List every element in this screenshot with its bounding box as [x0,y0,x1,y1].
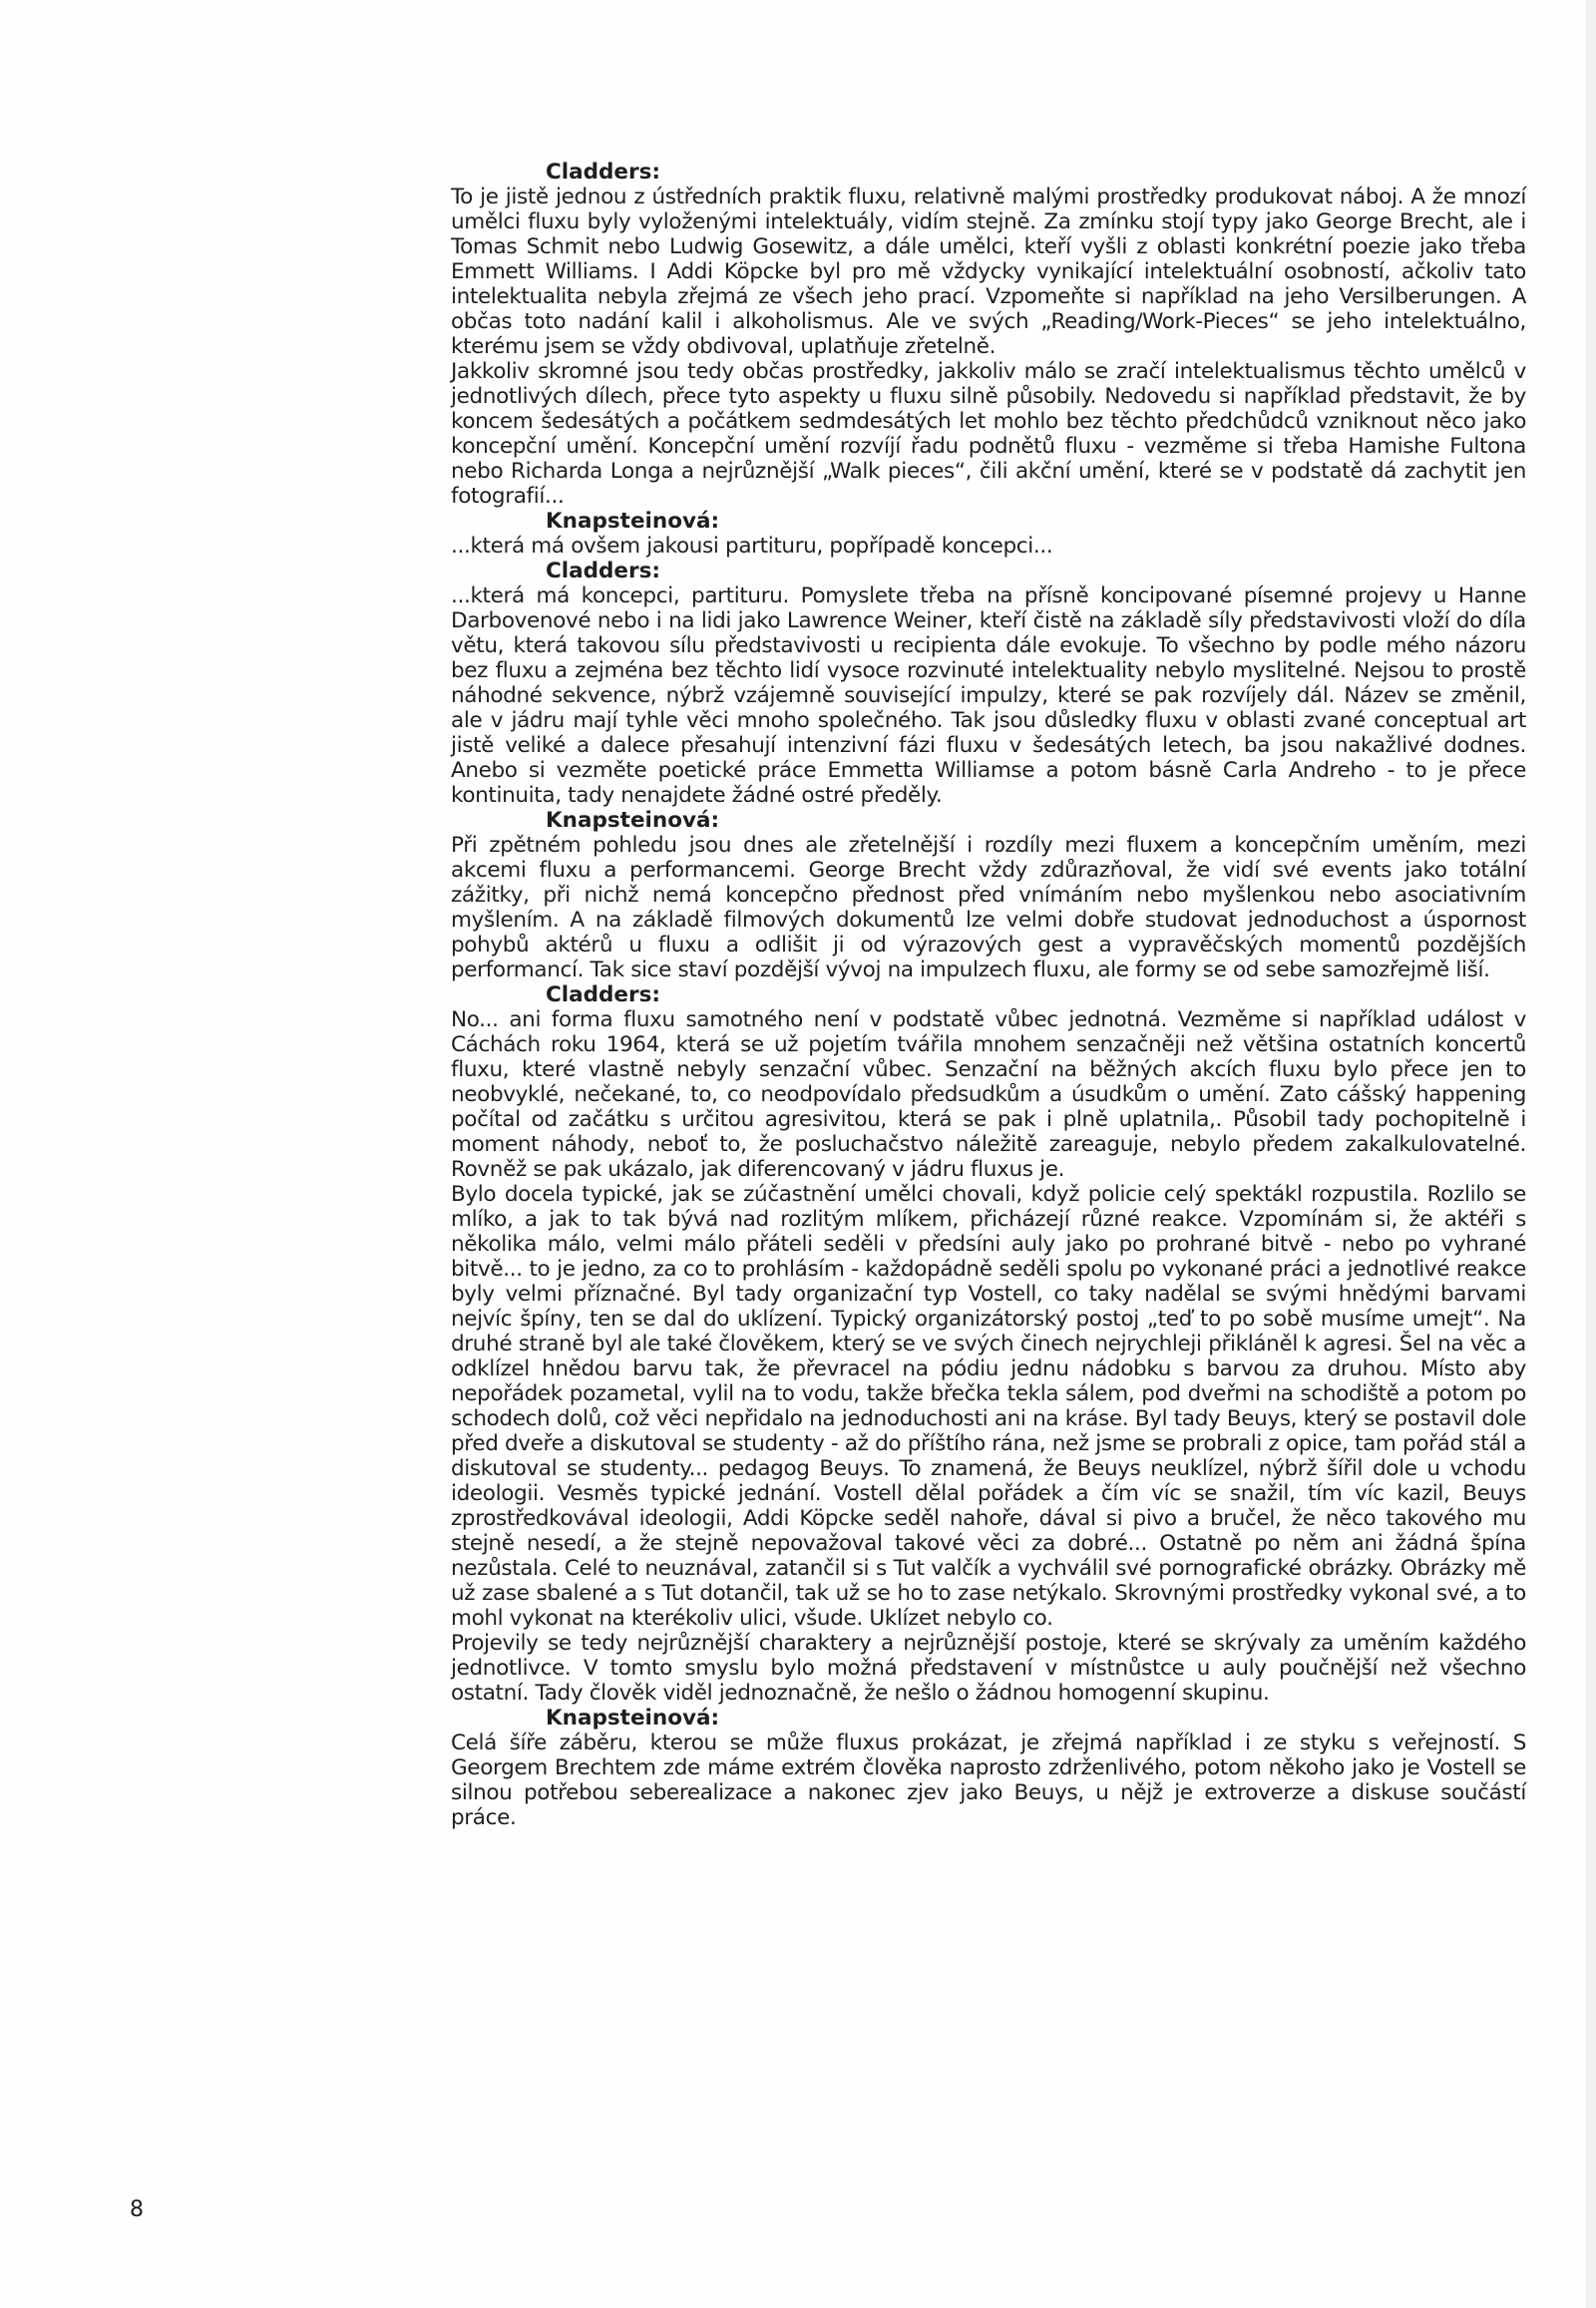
paragraph: ...která má koncepci, partituru. Pomyslete třeba na přísně koncipované písemné projevy u Hanne Darbovenové nebo i na lidi jako Lawrence Weiner, kteří čistě na základě síly představivosti vloží do díla větu, která takovou sílu představivosti u recipienta dále evokuje. To všechno by podle mého názoru bez fluxu a zejména bez těchto lidí vysoce rozvinuté intelektuality nebylo myslitelné. Nejsou to prostě náhodné sekvence, nýbrž vzájemně související impulzy, které se pak rozvíjely dál. Název se změnil, ale v jádru mají tyhle věci mnoho společného. Tak jsou důsledky fluxu v oblasti zvané conceptual art jistě veliké a dalece přesahují intenzivní fázi fluxu v šedesátých letech, ba jsou nakažlivé dodnes. Anebo si vezměte poetické práce Emmetta Williamse a potom básně Carla Andreho - to je přece kontinuita, tady nenajdete žádné ostré předěly. [451,583,1526,808]
interview-text [451,160,1526,1830]
dialogue-turn-knapsteinova-2 [451,808,1526,982]
paragraph: Při zpětném pohledu jsou dnes ale zřetelnější i rozdíly mezi fluxem a koncepčním uměním, mezi akcemi fluxu a performancemi. George Brecht vždy zdůrazňoval, že vidí své events jako totální zážitky, při nichž nemá koncepčno přednost před vnímáním nebo myšlenkou nebo asociativním myšlením. A na základě filmových dokumentů lze velmi dobře studovat jednoduchost a úspornost pohybů aktérů u fluxu a odlišit ji od výrazových gest a vypravěčských momentů pozdějších performancí. Tak sice staví pozdější vývoj na impulzech fluxu, ale formy se od sebe samozřejmě liší. [451,833,1526,982]
dialogue-turn-cladders-3 [451,982,1526,1706]
paragraph: Bylo docela typické, jak se zúčastnění umělci chovali, když policie celý spektákl rozpustila. Rozlilo se mlíko, a jak to tak bývá nad rozlitým mlíkem, přicházejí různé reakce. Vzpomínám si, že aktéři s několika málo, velmi málo přáteli seděli v předsíni auly jako po prohrané bitvě - nebo po vyhrané bitvě... to je jedno, za co to prohlásím - každopádně seděli spolu po vykonané práci a jednotlivé reakce byly velmi příznačné. Byl tady organizační typ Vostell, co taky nadělal se svými hnědými barvami nejvíc špíny, ten se dal do uklízení. Typický organizátorský postoj „teď to po sobě musíme umejt“. Na druhé straně byl ale také člověkem, který se ve svých činech nejrychleji přikláněl k agresi. Šel na věc a odklízel hnědou barvu tak, že převracel na pódiu jednu nádobku s barvou za druhou. Místo aby nepořádek pozametal, vylil na to vodu, takže břečka tekla sálem, pod dveřmi na schodiště a potom po schodech dolů, což věci nepřidalo na jednoduchosti ani na kráse. Byl tady Beuys, který se postavil dole před dveře a diskutoval se studenty - až do příštího rána, než jsme se probrali z opice, tam pořád stál a diskutoval se studenty... pedagog Beuys. To znamená, že Beuys neuklízel, nýbrž šířil dole u vchodu ideologii. Vesměs typické jednání. Vostell dělal pořádek a čím víc se snažil, tím víc kazil, Beuys zprostředkovával ideologii, Addi Köpcke seděl nahoře, dával si pivo a bručel, že něco takového mu stejně nesedí, a že stejně nepovažoval takové věci za dobré... Ostatně po něm ani žádná špína nezůstala. Celé to neuznával, zatančil si s Tut valčík a vychválil své pornografické obrázky. Obrázky mě už zase sbalené a s Tut dotančil, tak už se ho to zase netýkalo. Skrovnými prostředky vykonal své, a to mohl vykonat na kterékoliv ulici, všude. Uklízet nebylo co. [451,1182,1526,1631]
page-edge [1586,0,1596,2308]
paragraph: Jakkoliv skromné jsou tedy občas prostředky, jakkoliv málo se zračí intelektualismus těchto umělců v jednotlivých dílech, přece tyto aspekty u fluxu silně působily. Nedovedu si například představit, že by koncem šedesátých a počátkem sedmdesátých let mohlo bez těchto předchůdců vzniknout něco jako koncepční umění. Koncepční umění rozvíjí řadu podnětů fluxu - vezměme si třeba Hamishe Fultona nebo Richarda Longa a nejrůznější „Walk pieces“, čili akční umění, které se v podstatě dá zachytit jen fotografií... [451,359,1526,509]
speaker-label: Knapsteinová: [546,1706,720,1731]
speaker-label: Cladders: [546,559,661,583]
dialogue-turn-knapsteinova-1 [451,509,1526,559]
speaker-label: Cladders: [546,160,661,185]
paragraph: ...která má ovšem jakousi partituru, popřípadě koncepci... [451,534,1053,559]
dialogue-turn-knapsteinova-3 [451,1706,1526,1830]
speaker-label: Knapsteinová: [546,509,720,534]
paragraph: No... ani forma fluxu samotného není v podstatě vůbec jednotná. Vezměme si například událost v Cáchách roku 1964, která se už pojetím tvářila mnohem senzačněji než většina ostatních koncertů fluxu, které vlastně nebyly senzační vůbec. Senzační na běžných akcích fluxu bylo přece jen to neobvyklé, nečekané, to, co neodpovídalo předsudkům a úsudkům o umění. Zato cášský happening počítal od začátku s určitou agresivitou, která se pak i plně uplatnila,. Působil tady pochopitelně i moment náhody, neboť to, že posluchačstvo náležitě zareaguje, nebylo předem zakalkulovatelné. Rovněž se pak ukázalo, jak diferencovaný v jádru fluxus je. [451,1007,1526,1182]
paragraph: Celá šíře záběru, kterou se může fluxus prokázat, je zřejmá například i ze styku s veřejností. S Georgem Brechtem zde máme extrém člověka naprosto zdrženlivého, potom někoho jako je Vostell se silnou potřebou seberealizace a nakonec zjev jako Beuys, u nějž je extroverze a diskuse součástí práce. [451,1731,1526,1830]
dialogue-turn-cladders-1 [451,160,1526,509]
page-number: 8 [130,2197,144,2222]
paragraph: Projevily se tedy nejrůznější charaktery a nejrůznější postoje, které se skrývaly za uměním každého jednotlivce. V tomto smyslu bylo možná představení v místnůstce u auly poučnější než všechno ostatní. Tady člověk viděl jednoznačně, že nešlo o žádnou homogenní skupinu. [451,1631,1526,1706]
dialogue-turn-cladders-2 [451,559,1526,808]
paragraph: To je jistě jednou z ústředních praktik fluxu, relativně malými prostředky produkovat náboj. A že mnozí umělci fluxu byly vyloženými intelektuály, vidím stejně. Za zmínku stojí typy jako George Brecht, ale i Tomas Schmit nebo Ludwig Gosewitz, a dále umělci, kteří vyšli z oblasti konkrétní poezie jako třeba Emmett Williams. I Addi Köpcke byl pro mě vždycky vynikající intelektuální osobností, ačkoliv tato intelektualita nebyla zřejmá ze všech jeho prací. Vzpomeňte si například na jeho Versilberungen. A občas toto nadání kalil i alkoholismus. Ale ve svých „Reading/Work-Pieces“ se jeho intelektuálno, kterému jsem se vždy obdivoval, uplatňuje zřetelně. [451,185,1526,359]
speaker-label: Knapsteinová: [546,808,720,833]
speaker-label: Cladders: [546,982,661,1007]
